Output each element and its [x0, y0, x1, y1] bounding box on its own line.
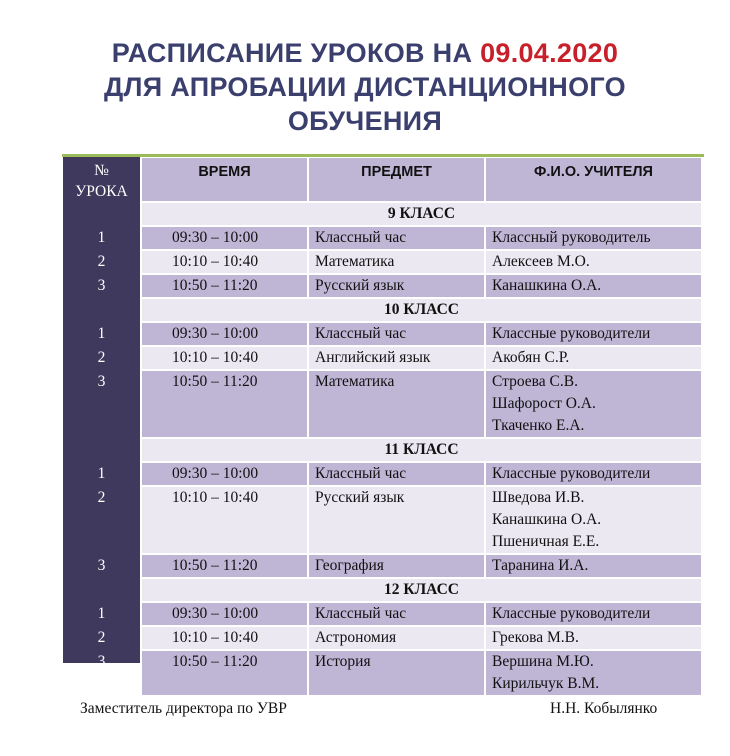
lesson-time: 10:50 – 11:20	[142, 275, 307, 297]
lesson-number: 2	[97, 349, 106, 366]
lesson-number: 2	[97, 489, 106, 506]
teacher-name: Классные руководители	[492, 605, 651, 622]
lesson-teacher-cell	[486, 603, 701, 625]
teacher-name: Классные руководители	[492, 325, 651, 342]
lesson-subject: Астрономия	[309, 627, 484, 649]
lesson-time: 09:30 – 10:00	[142, 463, 307, 485]
lesson-teacher-cell	[486, 227, 701, 249]
table-top-border	[62, 154, 704, 157]
footer-position: Заместитель директора по УВР	[80, 700, 287, 717]
class-section-header: 11 КЛАСС	[142, 439, 701, 461]
teacher-name: Строева С.В.	[492, 373, 578, 390]
lesson-number: 1	[97, 465, 106, 482]
lesson-time: 10:10 – 10:40	[142, 347, 307, 369]
lesson-teacher-cell	[486, 463, 701, 485]
lesson-subject: География	[309, 555, 484, 577]
header-num-symbol: №	[94, 162, 109, 179]
teacher-name: Канашкина О.А.	[492, 511, 602, 528]
header-subject: ПРЕДМЕТ	[309, 158, 484, 201]
lesson-number: 1	[97, 325, 106, 342]
lesson-time: 09:30 – 10:00	[142, 323, 307, 345]
lesson-teacher-cell	[486, 487, 701, 553]
lesson-teacher-cell	[486, 275, 701, 297]
page-title	[0, 36, 730, 138]
teacher-name: Ткаченко Е.А.	[492, 417, 585, 434]
lesson-subject: Математика	[309, 371, 484, 437]
lesson-number: 3	[97, 373, 106, 390]
teacher-name: Классный руководитель	[492, 229, 651, 246]
header-time: ВРЕМЯ	[142, 158, 307, 201]
class-section-header: 10 КЛАСС	[142, 299, 701, 321]
header-lesson-number	[63, 158, 140, 201]
lesson-time: 10:50 – 11:20	[142, 651, 307, 695]
lesson-number: 2	[97, 253, 106, 270]
title-line-2: ДЛЯ АПРОБАЦИИ ДИСТАНЦИОННОГО	[104, 72, 626, 102]
teacher-name: Шафорост О.А.	[492, 395, 596, 412]
header-num-label: УРОКА	[75, 183, 128, 200]
lesson-subject: Русский язык	[309, 275, 484, 297]
lesson-subject: История	[309, 651, 484, 695]
lesson-subject: Классный час	[309, 323, 484, 345]
class-section-header: 9 КЛАСС	[142, 203, 701, 225]
lesson-subject: Русский язык	[309, 487, 484, 553]
lesson-subject: Классный час	[309, 463, 484, 485]
teacher-name: Классные руководители	[492, 465, 651, 482]
teacher-name: Алексеев М.О.	[492, 253, 590, 270]
lesson-time: 09:30 – 10:00	[142, 227, 307, 249]
lesson-time: 10:10 – 10:40	[142, 251, 307, 273]
lesson-time: 10:50 – 11:20	[142, 555, 307, 577]
footer-signatory: Н.Н. Кобылянко	[550, 700, 658, 717]
lesson-number: 3	[97, 557, 106, 574]
lesson-teacher-cell	[486, 251, 701, 273]
title-line-1	[0, 36, 730, 70]
lesson-subject: Математика	[309, 251, 484, 273]
teacher-name: Акобян С.Р.	[492, 349, 570, 366]
lesson-subject: Классный час	[309, 227, 484, 249]
teacher-name: Шведова И.В.	[492, 489, 585, 506]
lesson-time: 09:30 – 10:00	[142, 603, 307, 625]
teacher-name: Пшеничная Е.Е.	[492, 533, 600, 550]
lesson-teacher-cell	[486, 627, 701, 649]
lesson-number: 2	[97, 629, 106, 646]
lesson-teacher-cell	[486, 347, 701, 369]
teacher-name: Кирильчук В.М.	[492, 675, 600, 692]
lesson-subject: Классный час	[309, 603, 484, 625]
title-text: РАСПИСАНИЕ УРОКОВ НА	[111, 38, 473, 68]
schedule-date: 09.04.2020	[480, 38, 619, 68]
header-teacher: Ф.И.О. УЧИТЕЛЯ	[486, 158, 701, 201]
lesson-teacher-cell	[486, 323, 701, 345]
class-section-header: 12 КЛАСС	[142, 579, 701, 601]
teacher-name: Таранина И.А.	[492, 557, 589, 574]
lesson-time: 10:10 – 10:40	[142, 627, 307, 649]
lesson-number: 1	[97, 229, 106, 246]
lesson-subject: Английский язык	[309, 347, 484, 369]
lesson-time: 10:10 – 10:40	[142, 487, 307, 553]
lesson-number: 3	[97, 277, 106, 294]
lesson-number: 1	[97, 605, 106, 622]
lesson-teacher-cell	[486, 651, 701, 695]
teacher-name: Грекова М.В.	[492, 629, 579, 646]
lesson-time: 10:50 – 11:20	[142, 371, 307, 437]
lesson-number: 3	[97, 653, 106, 670]
title-line-3: ОБУЧЕНИЯ	[287, 106, 443, 136]
teacher-name: Канашкина О.А.	[492, 277, 602, 294]
lesson-teacher-cell	[486, 555, 701, 577]
teacher-name: Вершина М.Ю.	[492, 653, 594, 670]
lesson-teacher-cell	[486, 371, 701, 437]
